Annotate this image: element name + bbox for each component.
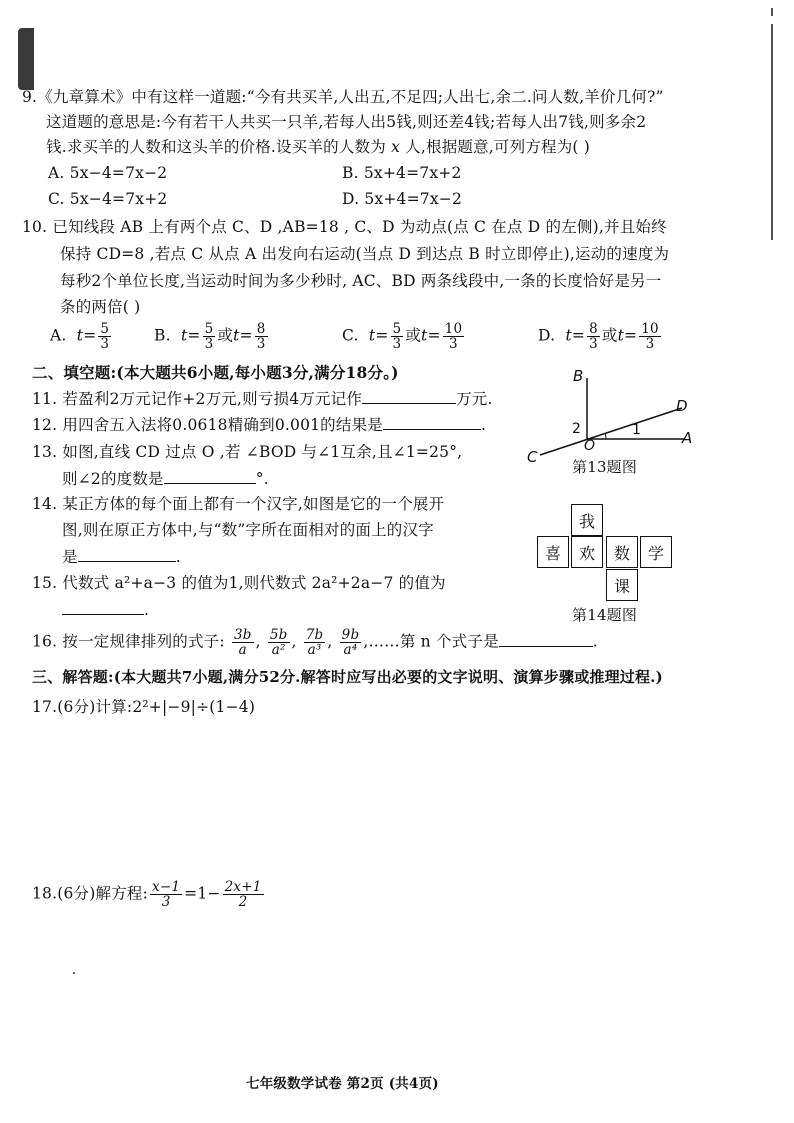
q10-option-d: D. t= $\frac{8}{3}$ 或t= $\frac{10}{3}$ xyxy=(538,321,659,352)
net-cell-ke: 课 xyxy=(606,569,638,601)
fig14-caption: 第14题图 xyxy=(572,606,638,624)
q11-answer-blank[interactable] xyxy=(362,389,456,404)
q18: 18.(6分)解方程: $\frac{x-1}{3}$ =1− $\frac{2x+1}{2}$ xyxy=(32,879,262,910)
fig13-caption: 第13题图 xyxy=(572,458,638,476)
q15-line2: . xyxy=(62,600,149,620)
net-cell-huan: 欢 xyxy=(571,536,603,568)
fig13-label-d: D xyxy=(676,397,688,415)
q13-answer-blank[interactable] xyxy=(164,469,256,484)
q10-option-b: B. t= $\frac{5}{3}$ 或t= $\frac{8}{3}$ xyxy=(154,321,266,352)
net-cell-wo: 我 xyxy=(571,504,603,536)
q10-line3: 每秒2个单位长度,当运动时间为多少秒时, AC、BD 两条线段中,一条的长度恰好是另一 xyxy=(60,272,662,290)
fig13-label-2: 2 xyxy=(572,421,581,437)
section3-title: 三、解答题:(本大题共7小题,满分52分.解答时应写出必要的文字说明、演算步骤或推理过程.) xyxy=(32,668,663,686)
q9-option-a: A. 5x−4=7x−2 xyxy=(48,164,168,182)
section2-title: 二、填空题:(本大题共6小题,每小题3分,满分18分。) xyxy=(32,363,399,382)
q9-line3: 钱.求买羊的人数和这头羊的价格.设买羊的人数为 x 人,根据题意,可列方程为( ) xyxy=(46,138,591,156)
q10-option-c: C. t= $\frac{5}{3}$ 或t= $\frac{10}{3}$ xyxy=(342,321,463,352)
q14-answer-blank[interactable] xyxy=(78,547,176,562)
q14-line2: 图,则在原正方体中,与“数”字所在面相对的面上的汉字 xyxy=(62,521,434,539)
binding-tab-mark xyxy=(18,28,34,90)
net-cell-xi: 喜 xyxy=(537,536,569,568)
q16-answer-blank[interactable] xyxy=(499,632,593,647)
q12-answer-blank[interactable] xyxy=(383,415,481,430)
fig13-label-a: A xyxy=(682,429,693,447)
q14-line3: 是 . xyxy=(62,548,181,566)
q13-line1: 13. 如图,直线 CD 过点 O ,若 ∠BOD 与∠1互余,且∠1=25°, xyxy=(32,443,463,461)
fig13-label-1: 1 xyxy=(632,422,641,438)
stray-dot xyxy=(73,972,75,974)
q17: 17.(6分)计算:2²+|−9|÷(1−4) xyxy=(32,698,256,716)
page-edge-mark xyxy=(771,8,773,16)
q9-line2: 这道题的意思是:今有若干人共买一只羊,若每人出5钱,则还差4钱;若每人出7钱,则多余2 xyxy=(46,113,647,131)
page-edge-line xyxy=(771,24,773,240)
fig13-label-o: O xyxy=(584,438,596,454)
q9-option-c: C. 5x−4=7x+2 xyxy=(48,190,168,208)
line-cd xyxy=(540,408,682,455)
q15-line1: 15. 代数式 a²+a−3 的值为1,则代数式 2a²+2a−7 的值为 xyxy=(32,574,446,592)
net-cell-xue: 学 xyxy=(640,536,672,568)
q15-answer-blank[interactable] xyxy=(62,600,144,615)
net-cell-shu: 数 xyxy=(606,536,638,568)
q10-option-a: A. t= $\frac{5}{3}$ xyxy=(50,321,110,352)
q9-option-d: D. 5x+4=7x−2 xyxy=(342,190,463,208)
q9-option-b: B. 5x+4=7x+2 xyxy=(342,164,462,182)
page-footer: 七年级数学试卷 第2页 (共4页) xyxy=(246,1076,439,1092)
q10-line4: 条的两倍( ) xyxy=(60,298,141,316)
q13-line2: 则∠2的度数是 °. xyxy=(62,470,269,488)
q9-line1: 9.《九章算术》中有这样一道题:“今有共买羊,人出五,不足四;人出七,余二.问人数,羊价几何?” xyxy=(22,88,664,106)
fig13-label-c: C xyxy=(527,448,538,466)
q14-line1: 14. 某正方体的每个面上都有一个汉字,如图是它的一个展开 xyxy=(32,495,445,513)
q16: 16. 按一定规律排列的式子: $\frac{3b}{a}$ , $\frac{5b}{\text{a²}}$ , $\frac{7b}{\text{a³}}$ , $\frac{9b}{\text{a⁴}}$ ,……第 n 个式子是 . xyxy=(32,627,598,658)
fig13-label-b: B xyxy=(573,367,584,385)
q12: 12. 用四舍五入法将0.0618精确到0.001的结果是 . xyxy=(32,416,487,434)
q11: 11. 若盈利2万元记作+2万元,则亏损4万元记作 万元. xyxy=(32,390,493,408)
q10-line1: 10. 已知线段 AB 上有两个点 C、D ,AB=18 , C、D 为动点(点 C 在点 D 的左侧),并且始终 xyxy=(22,218,667,236)
q10-line2: 保持 CD=8 ,若点 C 从点 A 出发向右运动(当点 D 到达点 B 时立即停止),运动的速度为 xyxy=(60,245,670,263)
